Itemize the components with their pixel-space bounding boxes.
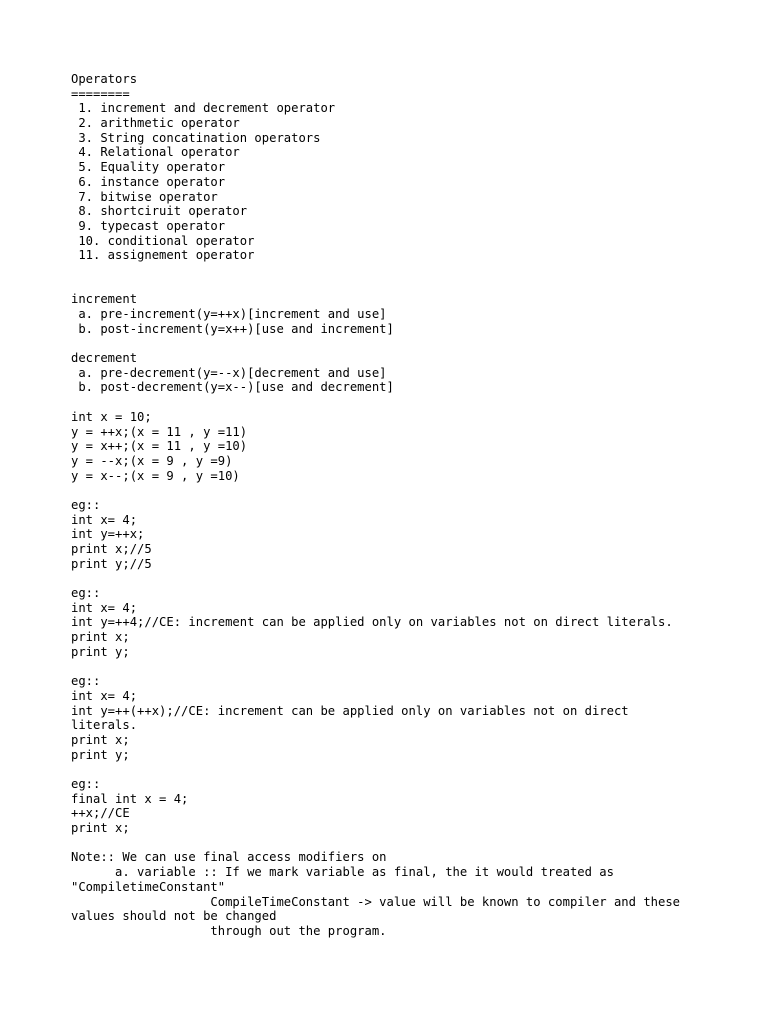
decrement-line: a. pre-decrement(y=--x)[decrement and use]	[71, 365, 387, 380]
operator-list-item: 2. arithmetic operator	[71, 116, 240, 131]
code-line: literals.	[71, 718, 138, 733]
blank-line	[71, 395, 761, 410]
note-block	[71, 850, 761, 938]
code-line: print x;	[71, 732, 130, 747]
increment-line: b. post-increment(y=x++)[use and increment]	[71, 321, 394, 336]
code-line: int x= 4;	[71, 600, 138, 615]
operator-list-item: 7. bitwise operator	[71, 189, 218, 204]
int-example-block	[71, 410, 761, 483]
operator-list-item: 1. increment and decrement operator	[71, 101, 336, 116]
blank-line	[71, 660, 761, 675]
blank-line	[71, 762, 761, 777]
note-line: Note:: We can use final access modifiers on	[71, 850, 387, 865]
document-page	[71, 72, 761, 939]
code-line: int y=++x;	[71, 527, 145, 542]
operator-list	[71, 101, 761, 263]
operator-list-item: 8. shortciruit operator	[71, 204, 248, 219]
note-line: CompileTimeConstant -> value will be known to compiler and these	[71, 894, 681, 909]
example-block-1	[71, 498, 761, 571]
code-line: eg::	[71, 674, 101, 689]
increment-section	[71, 292, 761, 336]
code-line: eg::	[71, 497, 101, 512]
blank-line	[71, 263, 761, 278]
code-line: print x;	[71, 821, 130, 836]
decrement-section	[71, 351, 761, 395]
example-block-3	[71, 674, 761, 762]
operator-list-item: 6. instance operator	[71, 174, 226, 189]
code-line: int y=++4;//CE: increment can be applied only on variables not on direct literals.	[71, 615, 673, 630]
operator-list-item: 4. Relational operator	[71, 145, 240, 160]
code-line: eg::	[71, 586, 101, 601]
increment-title: increment	[71, 292, 138, 307]
note-line: through out the program.	[71, 923, 387, 938]
document-heading: Operators	[71, 72, 138, 86]
example-block-4	[71, 777, 761, 836]
decrement-line: b. post-decrement(y=x--)[use and decrement]	[71, 380, 394, 395]
blank-line	[71, 836, 761, 851]
code-line: y = x--;(x = 9 , y =10)	[71, 468, 240, 483]
code-line: y = ++x;(x = 11 , y =11)	[71, 424, 248, 439]
code-line: print y;	[71, 747, 130, 762]
code-line: print y;//5	[71, 556, 152, 571]
code-line: ++x;//CE	[71, 806, 130, 821]
operator-list-item: 11. assignement operator	[71, 248, 255, 263]
increment-line: a. pre-increment(y=++x)[increment and use]	[71, 307, 387, 321]
code-line: print x;//5	[71, 542, 152, 556]
operator-list-item: 10. conditional operator	[71, 233, 255, 248]
code-line: eg::	[71, 777, 101, 791]
code-line: y = x++;(x = 11 , y =10)	[71, 439, 248, 454]
note-line: "CompiletimeConstant"	[71, 879, 226, 894]
code-line: int y=++(++x);//CE: increment can be applied only on variables not on direct	[71, 703, 629, 718]
heading-underline: ========	[71, 86, 130, 101]
code-line: int x= 4;	[71, 512, 138, 527]
blank-line	[71, 336, 761, 351]
decrement-title: decrement	[71, 351, 138, 366]
example-block-2	[71, 586, 761, 659]
code-line: y = --x;(x = 9 , y =9)	[71, 453, 233, 468]
blank-line	[71, 483, 761, 498]
code-line: final int x = 4;	[71, 791, 189, 806]
code-line: int x= 4;	[71, 688, 138, 703]
blank-line	[71, 571, 761, 586]
code-line: print x;	[71, 630, 130, 645]
operator-list-item: 3. String concatination operators	[71, 130, 321, 145]
note-line: values should not be changed	[71, 909, 277, 924]
note-line: a. variable :: If we mark variable as final, the it would treated as	[71, 865, 614, 880]
operator-list-item: 5. Equality operator	[71, 160, 226, 175]
code-line: int x = 10;	[71, 409, 152, 424]
operator-list-item: 9. typecast operator	[71, 218, 226, 233]
code-line: print y;	[71, 644, 130, 659]
blank-line	[71, 278, 761, 293]
